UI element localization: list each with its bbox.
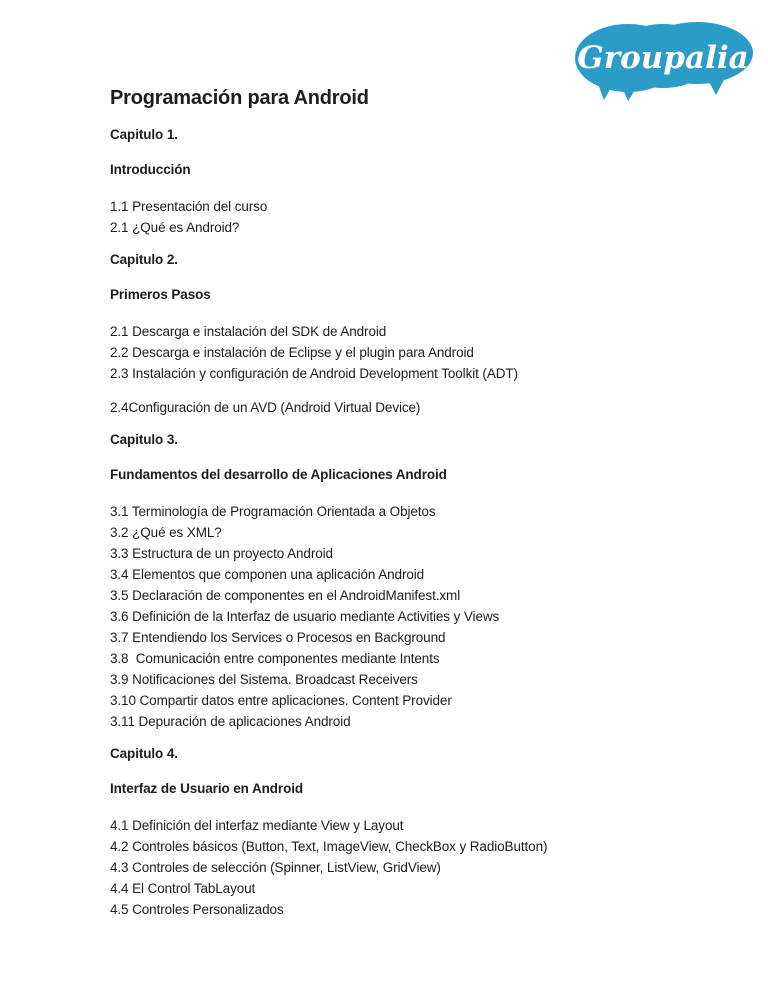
toc-item: 3.1 Terminología de Programación Orientada a Objetos [110, 504, 436, 519]
toc-item: 4.5 Controles Personalizados [110, 902, 284, 917]
toc-item: 4.4 El Control TabLayout [110, 881, 256, 896]
section-heading: Fundamentos del desarrollo de Aplicaciones Android [110, 467, 447, 482]
item-group [110, 397, 690, 418]
section-heading: Introducción [110, 162, 191, 177]
item-group [110, 321, 690, 384]
toc-item: 2.4Configuración de un AVD (Android Virtual Device) [110, 400, 421, 415]
section-capitulo-4 [110, 745, 690, 920]
chapter-label: Capitulo 1. [110, 127, 178, 142]
toc-item: 1.1 Presentación del curso [110, 199, 268, 214]
page-title: Programación para Android [110, 87, 369, 109]
chapter-label: Capitulo 4. [110, 746, 178, 761]
section-heading: Interfaz de Usuario en Android [110, 781, 304, 796]
section-capitulo-3 [110, 431, 690, 732]
toc-item: 3.9 Notificaciones del Sistema. Broadcast Receivers [110, 672, 418, 687]
item-group [110, 501, 690, 732]
toc-item: 2.1 ¿Qué es Android? [110, 220, 240, 235]
toc-item: 2.1 Descarga e instalación del SDK de Android [110, 324, 387, 339]
toc-item: 2.3 Instalación y configuración de Android Development Toolkit (ADT) [110, 366, 518, 381]
toc-item: 3.7 Entendiendo los Services o Procesos en Background [110, 630, 446, 645]
toc-item: 4.3 Controles de selección (Spinner, ListView, GridView) [110, 860, 441, 875]
chapter-label: Capitulo 2. [110, 252, 178, 267]
section-capitulo-2 [110, 251, 690, 418]
toc-item: 3.2 ¿Qué es XML? [110, 525, 222, 540]
toc-item: 4.1 Definición del interfaz mediante View y Layout [110, 818, 404, 833]
document-content [110, 86, 690, 933]
section-capitulo-1 [110, 126, 690, 238]
toc-item: 2.2 Descarga e instalación de Eclipse y el plugin para Android [110, 345, 474, 360]
toc-item: 3.5 Declaración de componentes en el AndroidManifest.xml [110, 588, 461, 603]
groupalia-logo-text: Groupalia [577, 40, 749, 76]
toc-item: 3.6 Definición de la Interfaz de usuario mediante Activities y Views [110, 609, 500, 624]
toc-item: 3.4 Elementos que componen una aplicación Android [110, 567, 425, 582]
toc-item: 4.2 Controles básicos (Button, Text, ImageView, CheckBox y RadioButton) [110, 839, 548, 854]
toc-item: 3.8 Comunicación entre componentes mediante Intents [110, 651, 440, 666]
item-group [110, 815, 690, 920]
toc-item: 3.11 Depuración de aplicaciones Android [110, 714, 351, 729]
item-group [110, 196, 690, 238]
section-heading: Primeros Pasos [110, 287, 211, 302]
chapter-label: Capitulo 3. [110, 432, 178, 447]
toc-item: 3.10 Compartir datos entre aplicaciones. Content Provider [110, 693, 452, 708]
toc-item: 3.3 Estructura de un proyecto Android [110, 546, 333, 561]
